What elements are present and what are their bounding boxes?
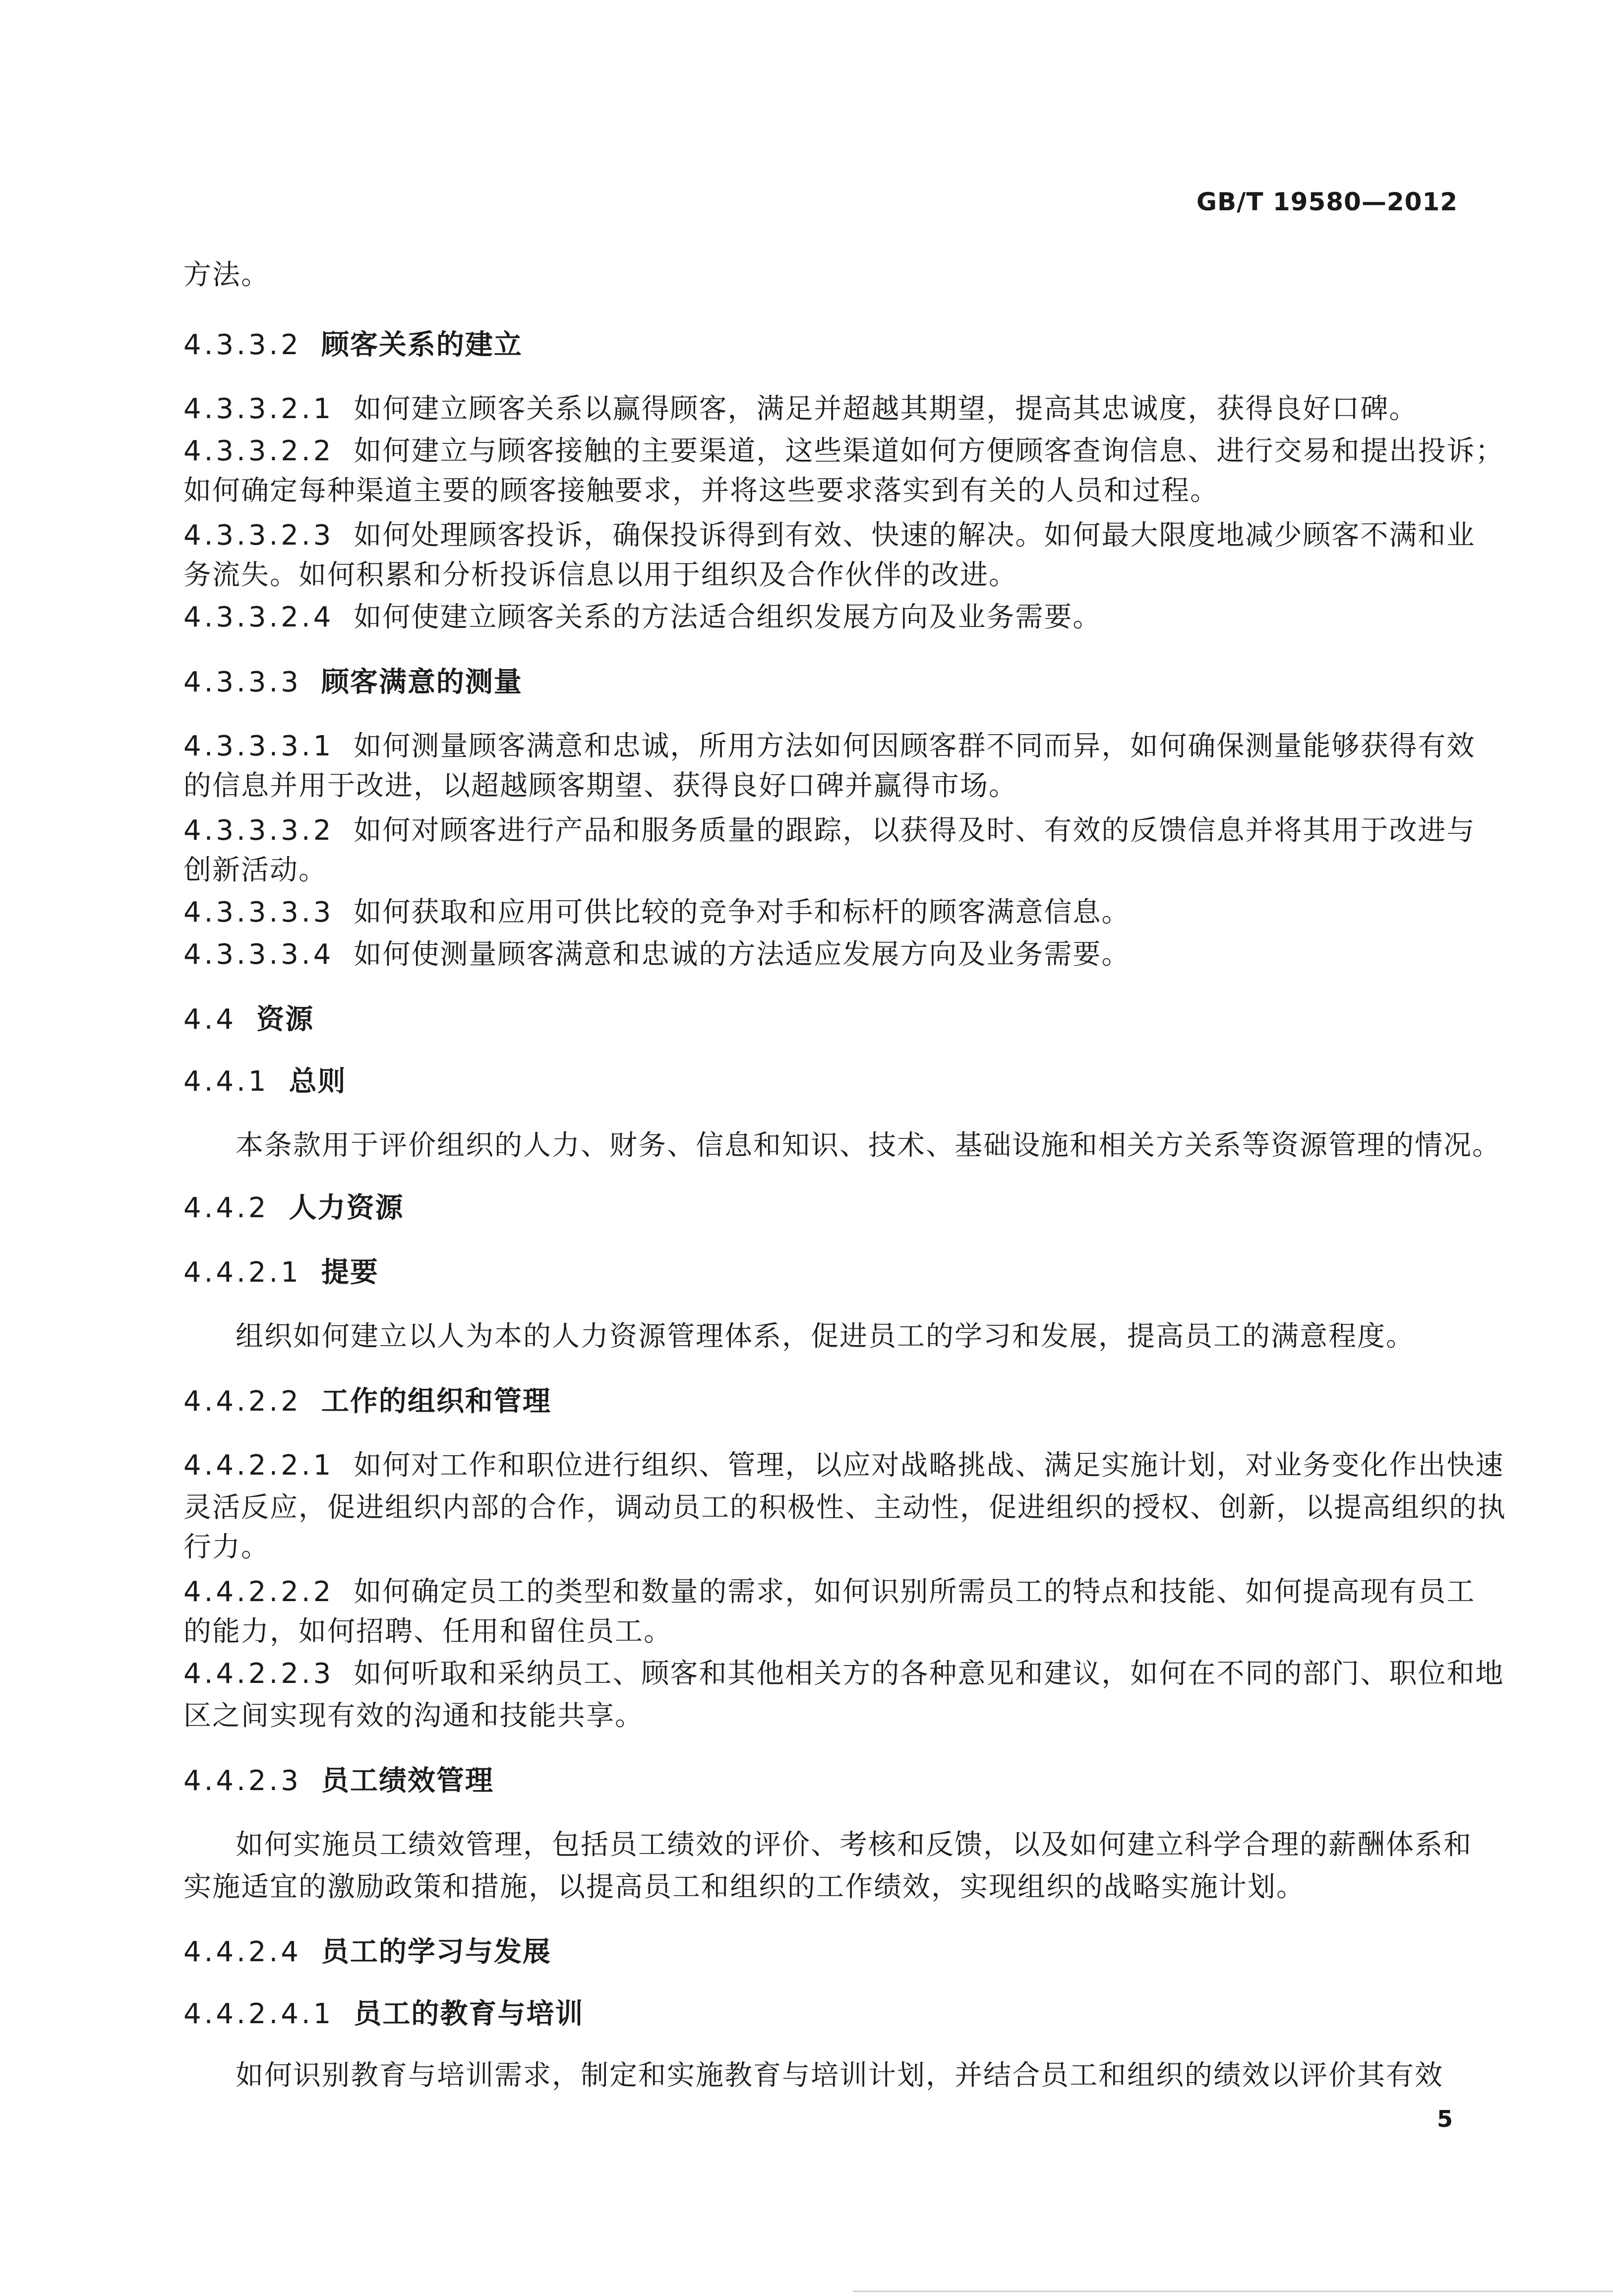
body-paragraph: 本条款用于评价组织的人力、财务、信息和知识、技术、基础设施和相关方关系等资源管理的情况。 — [236, 1129, 1501, 1162]
clause-line: 4.3.3.3.2 如何对顾客进行产品和服务质量的跟踪，以获得及时、有效的反馈信息并将其用于改进与 — [183, 814, 1476, 847]
body-line: 行力。 — [183, 1531, 270, 1563]
clause-line: 4.3.3.2.2 如何建立与顾客接触的主要渠道，这些渠道如何方便顾客查询信息、进行交易和提出投诉； — [183, 435, 1504, 467]
scan-edge-rule — [853, 2291, 1613, 2292]
section-heading: 4.4.2.4.1 员工的教育与培训 — [183, 1997, 584, 2030]
section-heading: 4.3.3.3 顾客满意的测量 — [183, 666, 523, 698]
section-heading: 4.4.2.3 员工绩效管理 — [183, 1764, 494, 1797]
clause-line: 4.3.3.2.3 如何处理顾客投诉，确保投诉得到有效、快速的解决。如何最大限度地减少顾客不满和业 — [183, 519, 1476, 552]
body-line: 创新活动。 — [183, 854, 327, 886]
body-line: 的信息并用于改进，以超越顾客期望、获得良好口碑并赢得市场。 — [183, 770, 1017, 802]
body-line: 实施适宜的激励政策和措施，以提高员工和组织的工作绩效，实现组织的战略实施计划。 — [183, 1871, 1305, 1903]
section-heading: 4.4.2 人力资源 — [183, 1191, 404, 1224]
section-heading: 4.4.2.4 员工的学习与发展 — [183, 1935, 551, 1968]
clause-line: 4.4.2.2.3 如何听取和采纳员工、顾客和其他相关方的各种意见和建议，如何在不同的部门、职位和地 — [183, 1658, 1504, 1690]
body-paragraph: 组织如何建立以人为本的人力资源管理体系，促进员工的学习和发展，提高员工的满意程度。 — [236, 1320, 1415, 1353]
clause-line: 4.4.2.2.1 如何对工作和职位进行组织、管理，以应对战略挑战、满足实施计划，对业务变化作出快速 — [183, 1449, 1504, 1482]
section-heading: 4.3.3.2 顾客关系的建立 — [183, 328, 523, 361]
clause-line: 4.3.3.3.3 如何获取和应用可供比较的竞争对手和标杆的顾客满意信息。 — [183, 896, 1131, 929]
section-heading: 4.4.1 总则 — [183, 1065, 347, 1098]
body-line: 务流失。如何积累和分析投诉信息以用于组织及合作伙伴的改进。 — [183, 559, 1017, 591]
clause-line: 4.3.3.3.1 如何测量顾客满意和忠诚，所用方法如何因顾客群不同而异，如何确保测量能够获得有效 — [183, 730, 1476, 762]
section-heading: 4.4.2.2 工作的组织和管理 — [183, 1385, 551, 1418]
standard-code: GB/T 19580—2012 — [1196, 187, 1458, 216]
clause-line: 4.3.3.3.4 如何使测量顾客满意和忠诚的方法适应发展方向及业务需要。 — [183, 938, 1131, 971]
clause-line: 4.3.3.2.1 如何建立顾客关系以赢得顾客，满足并超越其期望，提高其忠诚度，获得良好口碑。 — [183, 393, 1418, 425]
body-paragraph: 如何实施员工绩效管理，包括员工绩效的评价、考核和反馈，以及如何建立科学合理的薪酬体系和 — [236, 1829, 1472, 1861]
body-line: 方法。 — [183, 259, 270, 291]
page-number: 5 — [1436, 2106, 1453, 2132]
clause-line: 4.4.2.2.2 如何确定员工的类型和数量的需求，如何识别所需员工的特点和技能、如何提高现有员工 — [183, 1576, 1476, 1608]
body-line: 区之间实现有效的沟通和技能共享。 — [183, 1700, 644, 1732]
body-line: 灵活反应，促进组织内部的合作，调动员工的积极性、主动性，促进组织的授权、创新，以提高组织的执 — [183, 1491, 1506, 1524]
body-paragraph: 如何识别教育与培训需求，制定和实施教育与培训计划，并结合员工和组织的绩效以评价其有效 — [236, 2059, 1443, 2092]
body-line: 的能力，如何招聘、任用和留住员工。 — [183, 1615, 672, 1648]
section-heading: 4.4 资源 — [183, 1003, 314, 1036]
section-heading: 4.4.2.1 提要 — [183, 1256, 379, 1289]
clause-line: 4.3.3.2.4 如何使建立顾客关系的方法适合组织发展方向及业务需要。 — [183, 601, 1102, 633]
body-line: 如何确定每种渠道主要的顾客接触要求，并将这些要求落实到有关的人员和过程。 — [183, 475, 1219, 507]
